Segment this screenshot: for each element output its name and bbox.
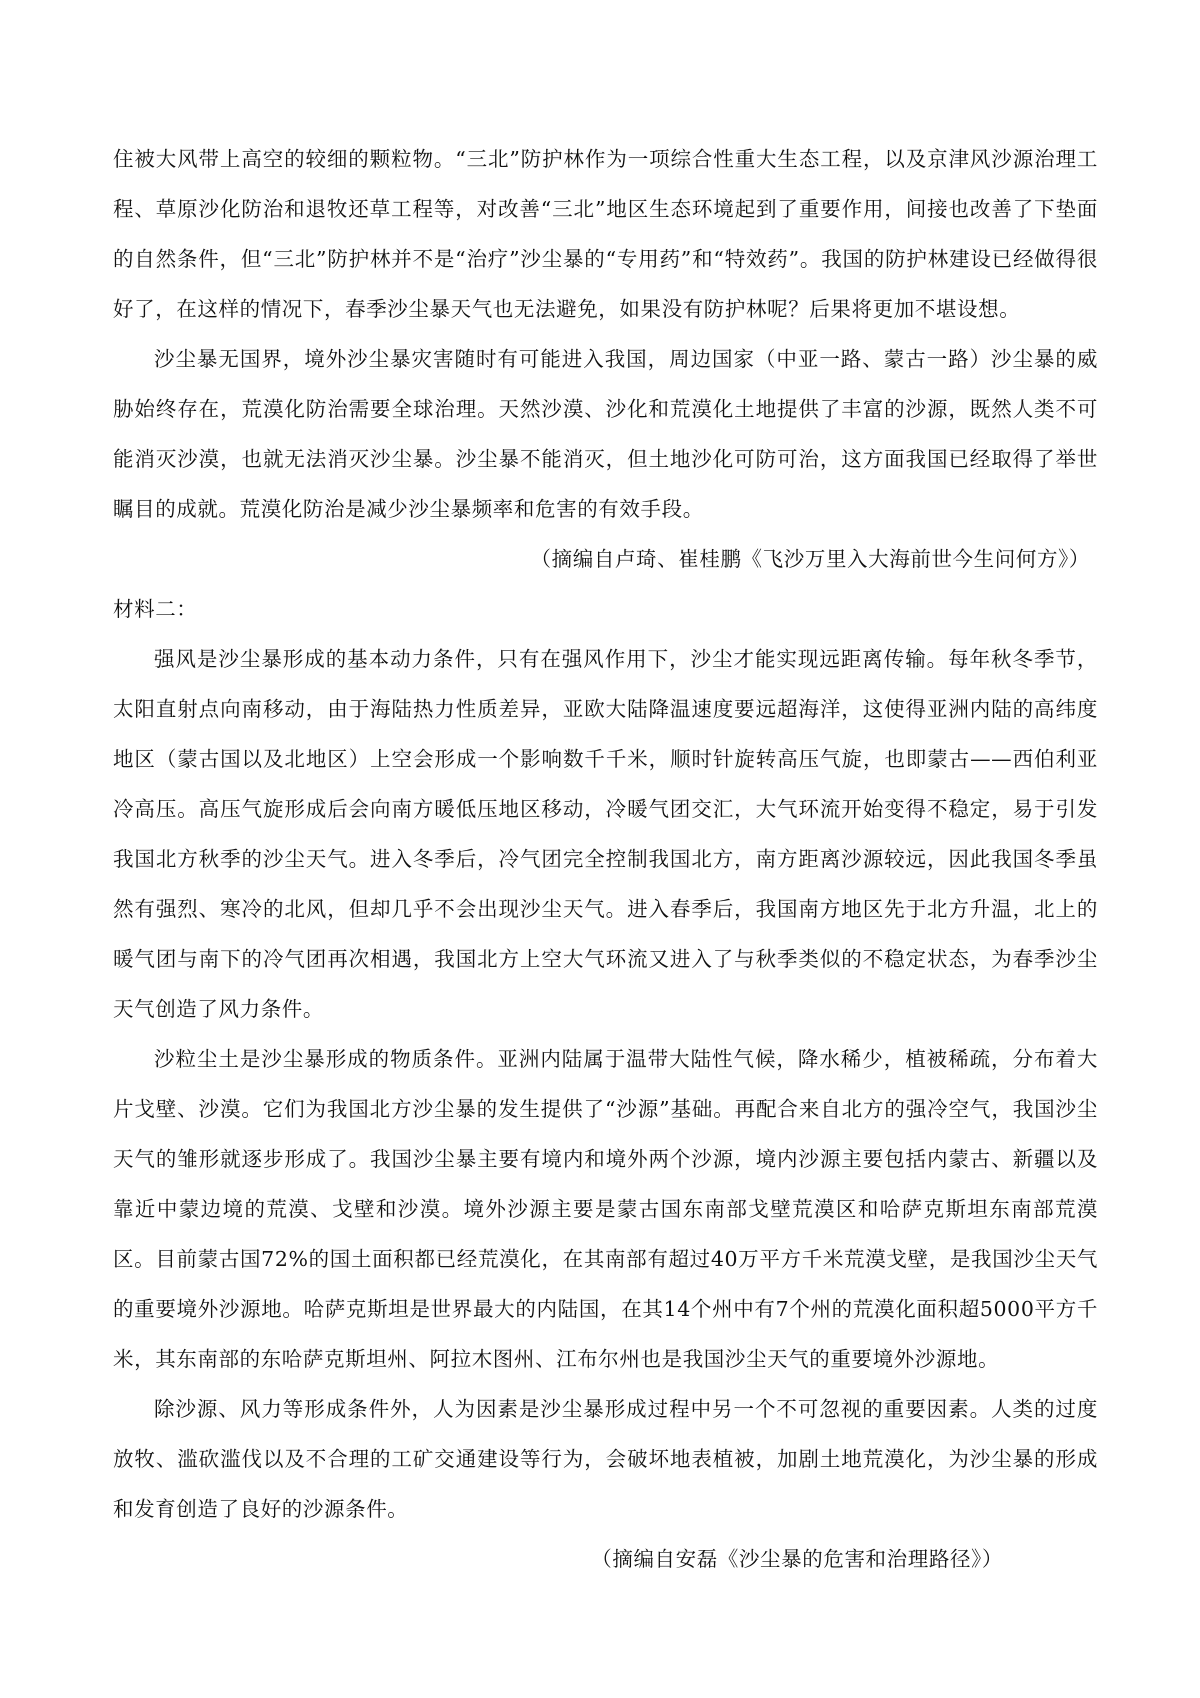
source-citation-2: （摘编自安磊《沙尘暴的危害和治理路径》） xyxy=(591,1547,1003,1571)
material-2-label: 材料二： xyxy=(113,597,198,621)
paragraph-sand-source: 沙粒尘土是沙尘暴形成的物质条件。亚洲内陆属于温带大陆性气候，降水稀少，植被稀疏，分布着大片戈壁、沙漠。它们为我国北方沙尘暴的发生提供了“沙源”基础。再配合来自北方的强冷空气，我国沙尘天气的雏形就逐步形成了。我国沙尘暴主要有境内和境外两个沙源，境内沙源主要包括内蒙古、新疆以及靠近中蒙边境的荒漠、戈壁和沙漠。境外沙源主要是蒙古国东南部戈壁荒漠区和哈萨克斯坦东南部荒漠区。目前蒙古国72%的国土面积都已经荒漠化，在其南部有超过40万平方千米荒漠戈壁，是我国沙尘天气的重要境外沙源地。哈萨克斯坦是世界最大的内陆国，在其14个州中有7个州的荒漠化面积超5000平方千米，其东南部的东哈萨克斯坦州、阿拉木图州、江布尔州也是我国沙尘天气的重要境外沙源地。 xyxy=(113,1047,1098,1371)
paragraph-human-factors: 除沙源、风力等形成条件外，人为因素是沙尘暴形成过程中另一个不可忽视的重要因素。人类的过度放牧、滥砍滥伐以及不合理的工矿交通建设等行为，会破坏地表植被，加剧土地荒漠化，为沙尘暴的形成和发育创造了良好的沙源条件。 xyxy=(113,1397,1098,1521)
paragraph-strong-wind: 强风是沙尘暴形成的基本动力条件，只有在强风作用下，沙尘才能实现远距离传输。每年秋冬季节，太阳直射点向南移动，由于海陆热力性质差异，亚欧大陆降温速度要远超海洋，这使得亚洲内陆的高纬度地区（蒙古国以及北地区）上空会形成一个影响数千千米，顺时针旋转高压气旋，也即蒙古——西伯利亚冷高压。高压气旋形成后会向南方暖低压地区移动，冷暖气团交汇，大气环流开始变得不稳定，易于引发我国北方秋季的沙尘天气。进入冬季后，冷气团完全控制我国北方，南方距离沙源较远，因此我国冬季虽然有强烈、寒冷的北风，但却几乎不会出现沙尘天气。进入春季后，我国南方地区先于北方升温，北上的暖气团与南下的冷气团再次相遇，我国北方上空大气环流又进入了与秋季类似的不稳定状态，为春季沙尘天气创造了风力条件。 xyxy=(113,647,1098,1021)
source-citation-1: （摘编自卢琦、崔桂鹏《飞沙万里入大海前世今生问何方》） xyxy=(530,547,1090,571)
paragraph-sandstorm-borders: 沙尘暴无国界，境外沙尘暴灾害随时有可能进入我国，周边国家（中亚一路、蒙古一路）沙尘暴的威胁始终存在，荒漠化防治需要全球治理。天然沙漠、沙化和荒漠化土地提供了丰富的沙源，既然人类不可能消灭沙漠，也就无法消灭沙尘暴。沙尘暴不能消灭，但土地沙化可防可治，这方面我国已经取得了举世瞩目的成就。荒漠化防治是减少沙尘暴频率和危害的有效手段。 xyxy=(113,347,1098,521)
paragraph-continuation: 住被大风带上高空的较细的颗粒物。“三北”防护林作为一项综合性重大生态工程，以及京津风沙源治理工程、草原沙化防治和退牧还草工程等，对改善“三北”地区生态环境起到了重要作用，间接也改善了下垫面的自然条件，但“三北”防护林并不是“治疗”沙尘暴的“专用药”和“特效药”。我国的防护林建设已经做得很好了，在这样的情况下，春季沙尘暴天气也无法避免，如果没有防护林呢？后果将更加不堪设想。 xyxy=(113,147,1098,321)
document-body xyxy=(113,134,1098,1584)
